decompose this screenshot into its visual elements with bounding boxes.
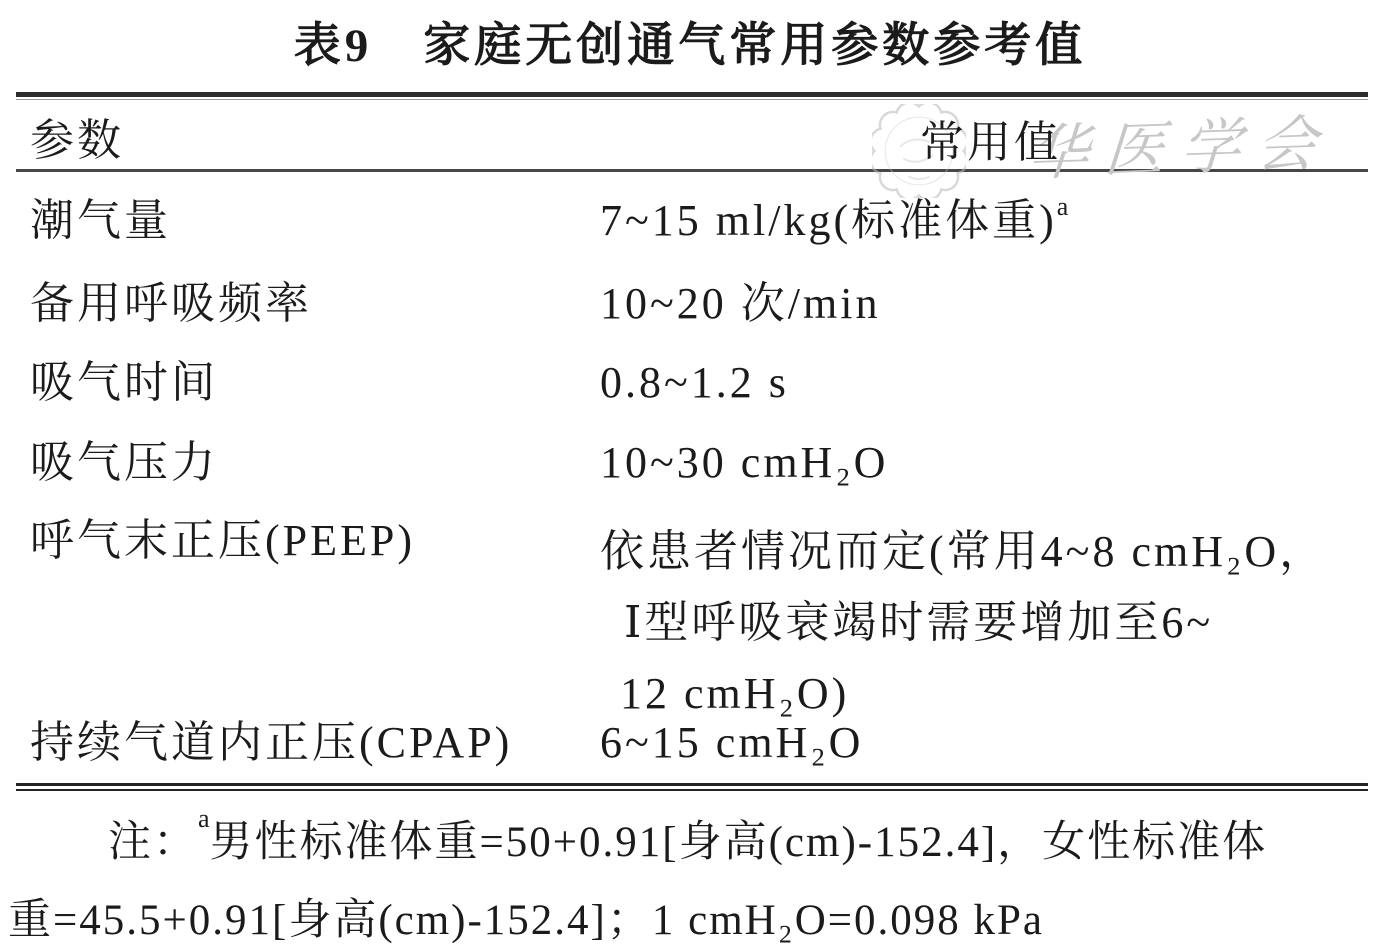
table-top-rule [16, 92, 1368, 100]
table-row [30, 438, 1374, 489]
value-cell: 0.8~1.2 s [600, 358, 789, 407]
table-note-line2: 重=45.5+0.91[身高(cm)-152.4]；1 cmH₂O=0.098 kPa [8, 897, 1045, 944]
table-row [30, 279, 1374, 330]
table-header-rule [16, 169, 1368, 172]
table-row [30, 516, 1374, 729]
table-bottom-rule [16, 783, 1368, 791]
param-cell: 潮气量 [30, 196, 171, 245]
note-prefix: 注： [108, 819, 198, 866]
watermark-script-text: 华医学会 [1026, 110, 1335, 188]
footnote-marker: a [1056, 192, 1069, 221]
note-text: 男性标准体重=50+0.91[身高(cm)-152.4]，女性标准体 [209, 819, 1268, 866]
column-header-value: 常用值 [920, 118, 1061, 167]
param-cell: 呼气末正压(PEEP) [30, 516, 415, 565]
value-cell [600, 192, 1374, 247]
column-header-param: 参数 [30, 116, 124, 165]
value-cell: 10~30 cmH₂O [600, 438, 889, 487]
param-cell: 备用呼吸频率 [30, 279, 312, 328]
value-cell [600, 516, 1374, 729]
value-line: 依患者情况而定(常用4~8 cmH₂O， [600, 527, 1327, 576]
table-note-line1 [108, 804, 1268, 869]
footnote-marker: a [198, 804, 210, 833]
param-cell: 持续气道内正压(CPAP) [30, 718, 513, 767]
param-cell: 吸气时间 [30, 358, 218, 407]
table-row [30, 718, 1374, 769]
value-line: 12 cmH₂O) [620, 669, 850, 718]
value-text: 7~15 ml/kg(标准体重) [600, 196, 1057, 245]
table-row [30, 358, 1374, 409]
value-cell: 10~20 次/min [600, 279, 881, 328]
value-cell: 6~15 cmH₂O [600, 718, 864, 767]
value-line: Ⅰ型呼吸衰竭时需要增加至6~ [624, 598, 1214, 647]
table-title: 表9 家庭无创通气常用参数参考值 [293, 20, 1087, 72]
param-cell: 吸气压力 [30, 438, 218, 487]
table-row [30, 192, 1374, 247]
